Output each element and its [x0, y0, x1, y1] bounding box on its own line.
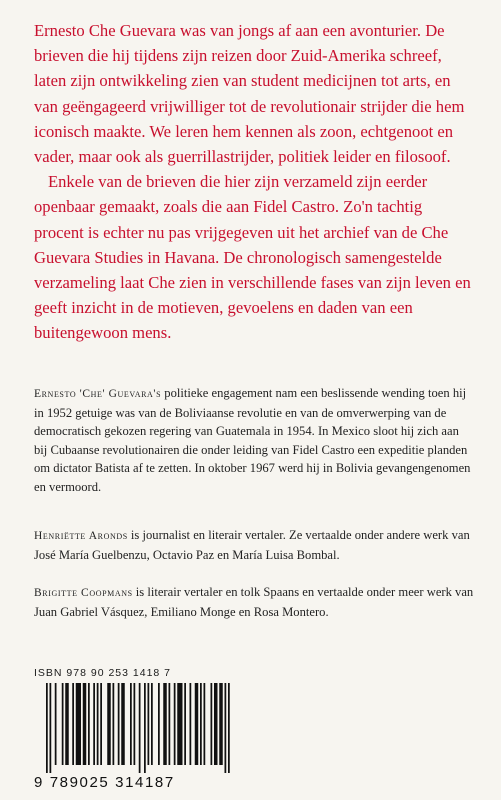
barcode-image	[34, 683, 234, 775]
translator-bio-text-coopmans: is literair vertaler en tolk Spaans en vertaalde onder meer werk van Juan Gabriel Vásquez, Emiliano Monge en Rosa Montero.	[34, 585, 474, 619]
translator-bio-text-aronds: is journalist en literair vertaler. Ze vertaalde onder andere werk van José María Guelbenzu, Octavio Paz en María Luisa Bombal.	[34, 528, 470, 562]
intro-paragraph-1: Ernesto Che Guevara was van jongs af aan een avonturier. De brieven die hij tijdens zijn reizen door Zuid-Amerika schreef, laten zijn ontwikkeling zien van student medicijnen tot arts, en van geëngageerd vrijwilliger tot de revolutionair strijder die hem iconisch maakte. We leren hem kennen als zoon, echtgenoot en vader, maar ook als guerrillastrijder, politiek leider en filosoof.	[34, 21, 465, 167]
intro-paragraph-2: Enkele van de brieven die hier zijn verzameld zijn eerder openbaar gemaakt, zoals die aan Fidel Castro. Zo'n tachtig procent is echter nu pas vrijgegeven uit het archief van de Che Guevara Studies in Havana. De chronologisch samengestelde verzameling laat Che zien in verschillende fases van zijn leven en geeft inzicht in de motieven, gevoelens en daden van een buitengewoon mens.	[34, 172, 471, 343]
translator-name-aronds: Henriëtte Aronds	[34, 530, 128, 542]
translator-bio-aronds	[34, 526, 474, 564]
author-bio-text: politieke engagement nam een beslissende wending toen hij in 1952 getuige was van de Boliviaanse revolutie en van de omverwerping van de democratisch gekozen regering van Guatemala in 1954. In Mexico sloot hij zich aan bij Cubaanse revolutionairen die onder leiding van Fidel Castro een expeditie planden om dictator Batista af te zetten. In oktober 1967 werd hij in Bolivia gevangengenomen en vermoord.	[34, 386, 471, 494]
author-name: Ernesto 'Che' Guevara's	[34, 388, 162, 400]
translator-name-coopmans: Brigitte Coopmans	[34, 587, 133, 599]
ean-number: 9 789025 314187	[34, 774, 175, 791]
intro-blurb	[34, 18, 474, 346]
author-bio	[34, 384, 474, 497]
isbn-barcode-block	[34, 667, 244, 793]
translator-bio-coopmans	[34, 583, 474, 621]
isbn-label: ISBN 978 90 253 1418 7	[34, 667, 172, 679]
